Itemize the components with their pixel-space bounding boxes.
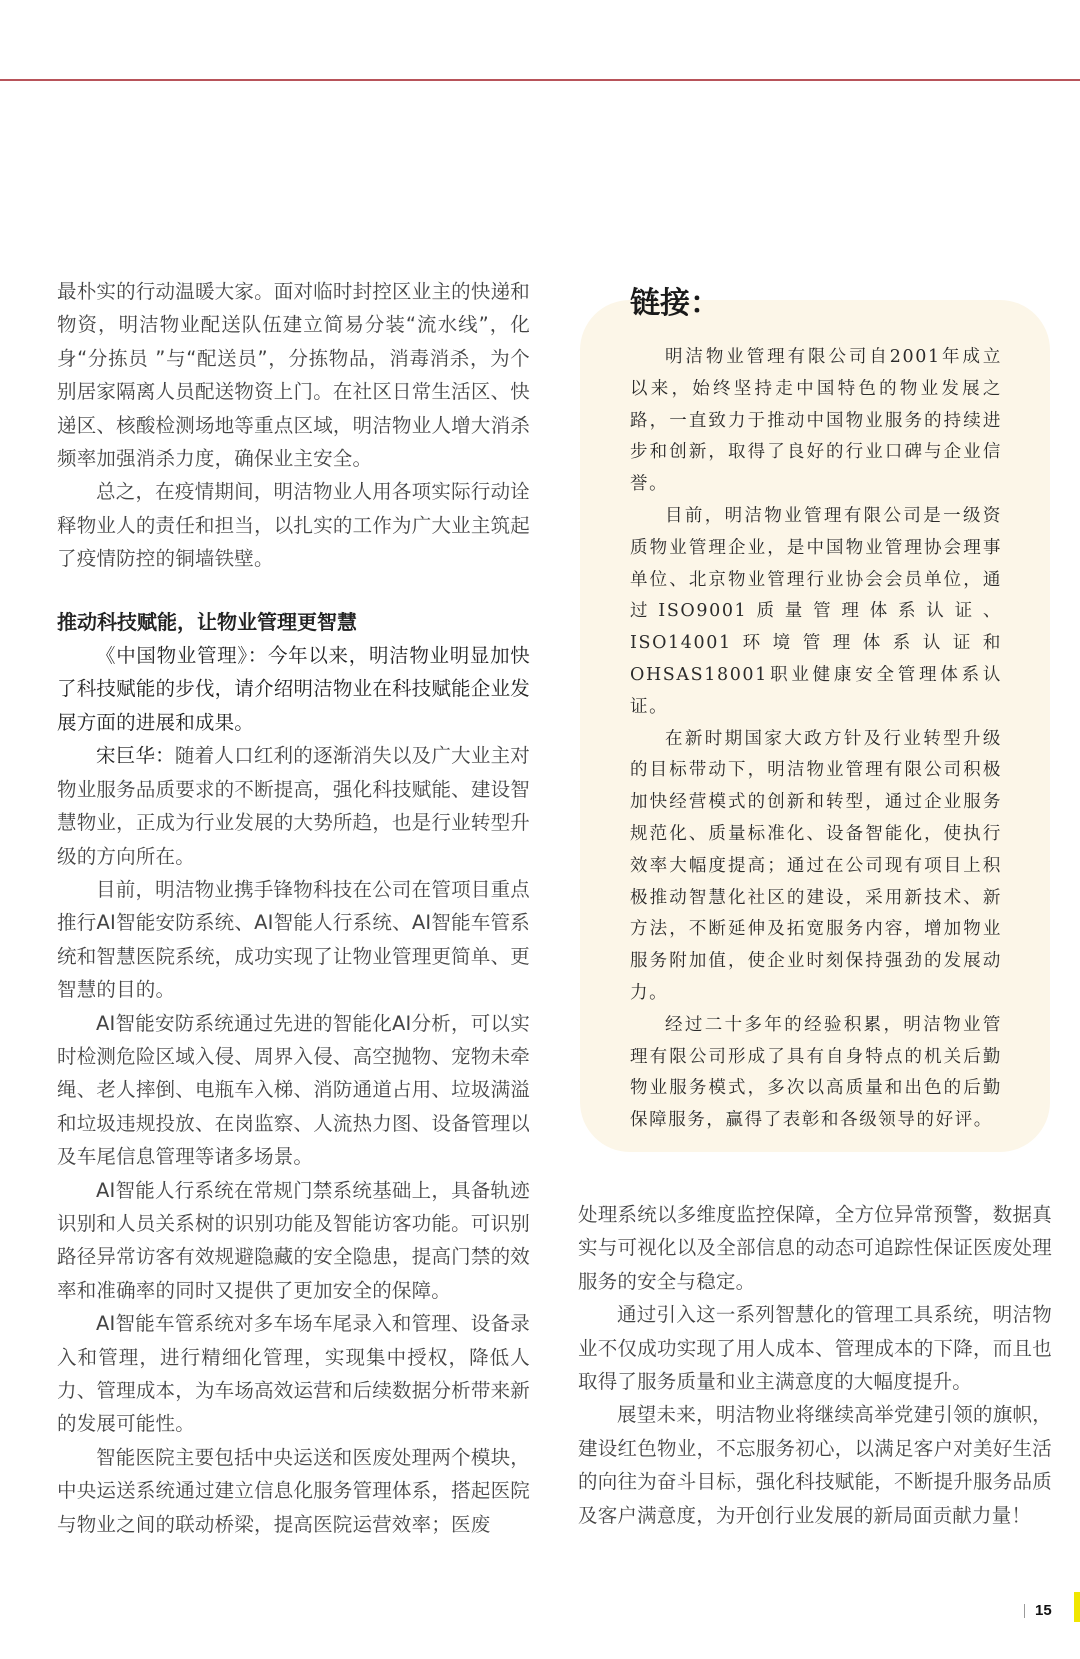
left-column bbox=[57, 275, 530, 1541]
sidebar-paragraph: 明洁物业管理有限公司自2001年成立以来，始终坚持走中国特色的物业发展之路，一直致力于推动中国物业服务的持续进步和创新，取得了良好的行业口碑与企业信誉。 bbox=[630, 347, 1002, 495]
paragraph: 总之，在疫情期间，明洁物业人用各项实际行动诠释物业人的责任和担当，以扎实的工作为广大业主筑起了疫情防控的铜墙铁壁。 bbox=[57, 480, 530, 571]
paragraph: 智能医院主要包括中央运送和医废处理两个模块，中央运送系统通过建立信息化服务管理体系，搭起医院与物业之间的联动桥梁，提高医院运营效率；医废 bbox=[57, 1445, 530, 1536]
paragraph: AI智能人行系统在常规门禁系统基础上，具备轨迹识别和人员关系树的识别功能及智能访客功能。可识别路径异常访客有效规避隐藏的安全隐患，提高门禁的效率和准确率的同时又提供了更加安全的保障。 bbox=[57, 1178, 530, 1302]
page-edge-tab bbox=[1074, 1592, 1080, 1622]
paragraph: 处理系统以多维度监控保障，全方位异常预警，数据真实与可视化以及全部信息的动态可追踪性保证医废处理服务的安全与稳定。 bbox=[578, 1203, 1052, 1293]
interview-answer bbox=[57, 739, 530, 873]
paragraph: 最朴实的行动温暖大家。面对临时封控区业主的快递和物资，明洁物业配送队伍建立简易分装“流水线”，化身“分拣员 ”与“配送员”，分拣物品，消毒消杀，为个别居家隔离人员配送物资上门。在社区日常生活区、快递区、核酸检测场地等重点区域，明洁物业人增大消杀频率加强消杀力度，确保业主安全。 bbox=[57, 280, 530, 471]
page-footer bbox=[1024, 1602, 1052, 1619]
header-rule bbox=[0, 79, 1080, 81]
paragraph: 目前，明洁物业携手锋物科技在公司在管项目重点推行AI智能安防系统、AI智能人行系统、AI智能车管系统和智慧医院系统，成功实现了让物业管理更简单、更智慧的目的。 bbox=[57, 877, 530, 1002]
answer-text: 随着人口红利的逐渐消失以及广大业主对物业服务品质要求的不断提高，强化科技赋能、建设智慧物业，正成为行业发展的大势所趋，也是行业转型升级的方向所在。 bbox=[57, 744, 530, 868]
speaker-name: 宋巨华： bbox=[96, 744, 175, 768]
section-heading: 推动科技赋能，让物业管理更智慧 bbox=[57, 609, 357, 634]
sidebar-body bbox=[630, 342, 1002, 1137]
paragraph: 展望未来，明洁物业将继续高举党建引领的旗帜，建设红色物业，不忘服务初心，以满足客户对美好生活的向往为奋斗目标，强化科技赋能，不断提升服务品质及客户满意度，为开创行业发展的新局面贡献力量！ bbox=[578, 1403, 1052, 1527]
sidebar-paragraph: 经过二十多年的经验积累，明洁物业管理有限公司形成了具有自身特点的机关后勤物业服务模式，多次以高质量和出色的后勤保障服务，赢得了表彰和各级领导的好评。 bbox=[630, 1014, 1002, 1131]
paragraph: AI智能安防系统通过先进的智能化AI分析，可以实时检测危险区域入侵、周界入侵、高空抛物、宠物未牵绳、老人摔倒、电瓶车入梯、消防通道占用、垃圾满溢和垃圾违规投放、在岗监察、人流热力图、设备管理以及车尾信息管理等诸多场景。 bbox=[57, 1011, 530, 1169]
sidebar-paragraph: 在新时期国家大政方针及行业转型升级的目标带动下，明洁物业管理有限公司积极加快经营模式的创新和转型，通过企业服务规范化、质量标准化、设备智能化，使执行效率大幅度提高；通过在公司现有项目上积极推动智慧化社区的建设，采用新技术、新方法，不断延伸及拓宽服务内容，增加物业服务附加值，使企业时刻保持强劲的发展动力。 bbox=[630, 728, 1002, 1003]
page-number: 15 bbox=[1035, 1602, 1052, 1619]
interview-question: 《中国物业管理》：今年以来，明洁物业明显加快了科技赋能的步伐，请介绍明洁物业在科技赋能企业发展方面的进展和成果。 bbox=[57, 644, 530, 734]
sidebar-title: 链接： bbox=[630, 286, 720, 321]
paragraph: 通过引入这一系列智慧化的管理工具系统，明洁物业不仅成功实现了用人成本、管理成本的下降，而且也取得了服务质量和业主满意度的大幅度提升。 bbox=[578, 1303, 1052, 1394]
sidebar-paragraph: 目前，明洁物业管理有限公司是一级资质物业管理企业，是中国物业管理协会理事单位、北京物业管理行业协会会员单位，通过ISO9001质量管理体系认证、ISO14001环境管理体系认证和 OHSAS18001职业健康安全管理体系认证。 bbox=[630, 505, 1002, 717]
paragraph: AI智能车管系统对多车场车尾录入和管理、设备录入和管理，进行精细化管理，实现集中授权，降低人力、管理成本，为车场高效运营和后续数据分析带来新的发展可能性。 bbox=[57, 1312, 530, 1436]
page-number-divider bbox=[1024, 1604, 1025, 1618]
right-column bbox=[578, 1198, 1052, 1532]
